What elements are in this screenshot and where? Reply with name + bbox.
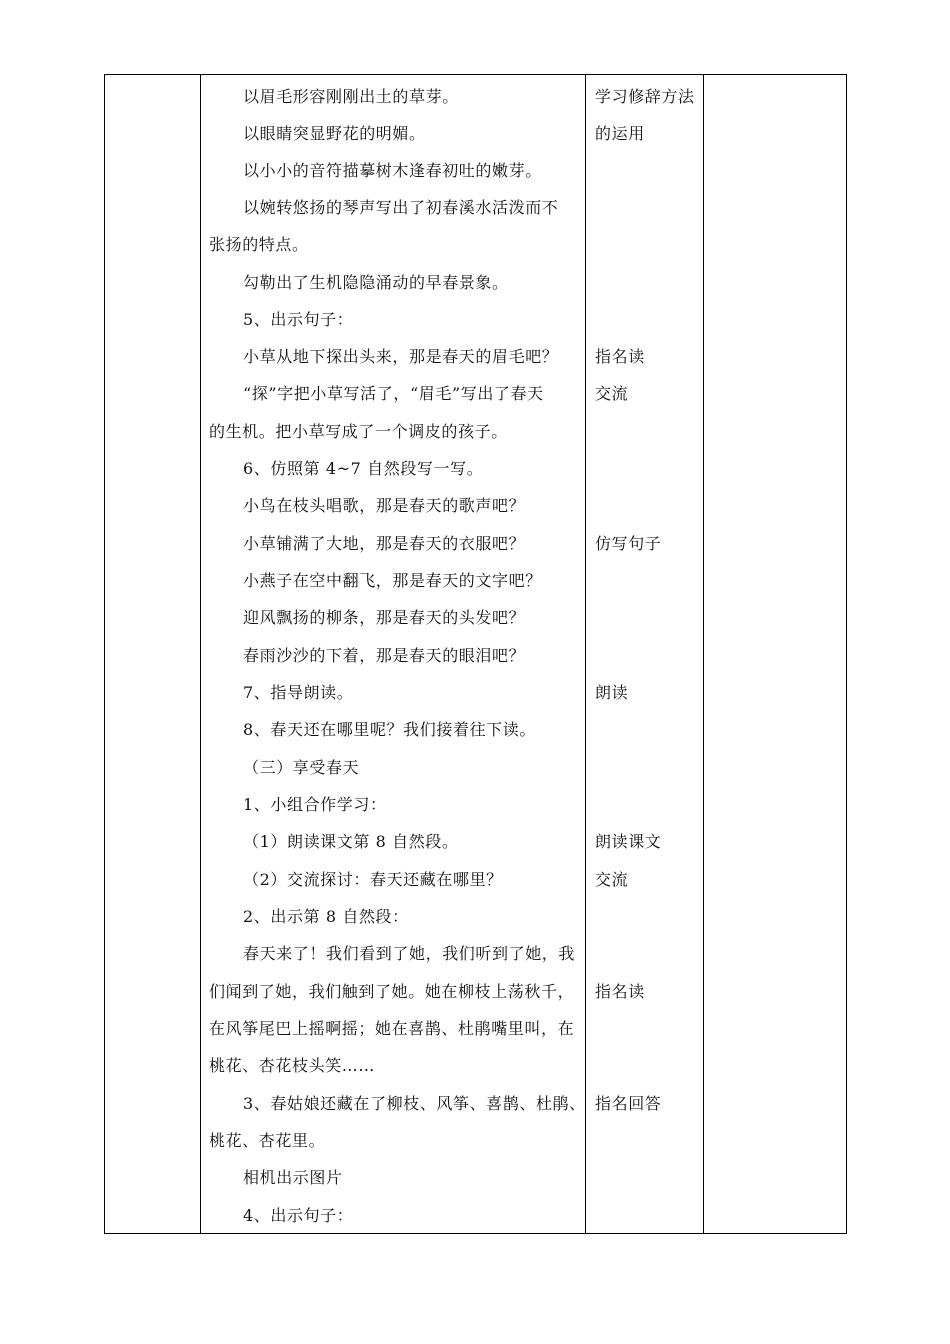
activity-line: 指名回答 <box>595 1094 662 1113</box>
main-line: 2、出示第 8 自然段： <box>243 907 409 926</box>
activity-line: 朗读课文 <box>595 832 662 851</box>
main-line: 张扬的特点。 <box>209 235 309 254</box>
main-line: 在风筝尾巴上摇啊摇；她在喜鹊、杜鹃嘴里叫，在 <box>209 1019 575 1038</box>
activity-line: 指名读 <box>595 982 645 1001</box>
main-line: 小草从地下探出头来，那是春天的眉毛吧？ <box>243 347 559 366</box>
main-line: 勾勒出了生机隐隐涌动的早春景象。 <box>243 273 509 292</box>
main-line: “探”字把小草写活了，“眉毛”写出了春天 <box>243 384 544 403</box>
column-divider-2 <box>585 75 586 1233</box>
main-line: 4、出示句子： <box>243 1206 354 1225</box>
main-line: 6、仿照第 4~7 自然段写一写。 <box>243 459 484 478</box>
main-line: 桃花、杏花枝头笑…… <box>209 1056 376 1075</box>
activity-line: 朗读 <box>595 683 629 702</box>
activity-line: 交流 <box>595 384 629 403</box>
main-line: 桃花、杏花里。 <box>209 1131 326 1150</box>
main-line: 以眼睛突显野花的明媚。 <box>243 124 426 143</box>
activity-line: 指名读 <box>595 347 645 366</box>
main-line: 迎风飘扬的柳条，那是春天的头发吧？ <box>243 608 526 627</box>
main-line: 5、出示句子： <box>243 310 354 329</box>
main-line: （三）享受春天 <box>243 758 360 777</box>
main-line: 以婉转悠扬的琴声写出了初春溪水活泼而不 <box>243 198 559 217</box>
activity-line: 交流 <box>595 870 629 889</box>
main-line: 以眉毛形容刚刚出土的草芽。 <box>243 87 459 106</box>
main-line: 春天来了！我们看到了她，我们听到了她，我 <box>243 944 576 963</box>
main-line: 们闻到了她，我们触到了她。她在柳枝上荡秋千， <box>209 982 575 1001</box>
main-line: 小鸟在枝头唱歌，那是春天的歌声吧？ <box>243 496 526 515</box>
main-line: 相机出示图片 <box>243 1168 343 1187</box>
main-line: 小草铺满了大地，那是春天的衣服吧？ <box>243 534 526 553</box>
main-line: （2）交流探讨：春天还藏在哪里？ <box>243 870 503 889</box>
main-line: 以小小的音符描摹树木逢春初吐的嫩芽。 <box>243 161 542 180</box>
column-divider-1 <box>200 75 201 1233</box>
activity-line: 学习修辞方法 <box>595 87 695 106</box>
activity-line: 的运用 <box>595 124 645 143</box>
main-line: （1）朗读课文第 8 自然段。 <box>243 832 459 851</box>
main-line: 春雨沙沙的下着，那是春天的眼泪吧？ <box>243 646 526 665</box>
main-line: 1、小组合作学习： <box>243 795 387 814</box>
main-line: 7、指导朗读。 <box>243 683 354 702</box>
column-divider-3 <box>703 75 704 1233</box>
main-line: 小燕子在空中翻飞，那是春天的文字吧？ <box>243 571 542 590</box>
main-line: 3、春姑娘还藏在了柳枝、风筝、喜鹊、杜鹃、 <box>243 1094 586 1113</box>
main-line: 8、春天还在哪里呢？我们接着往下读。 <box>243 720 536 739</box>
activity-line: 仿写句子 <box>595 534 662 553</box>
main-line: 的生机。把小草写成了一个调皮的孩子。 <box>209 422 508 441</box>
